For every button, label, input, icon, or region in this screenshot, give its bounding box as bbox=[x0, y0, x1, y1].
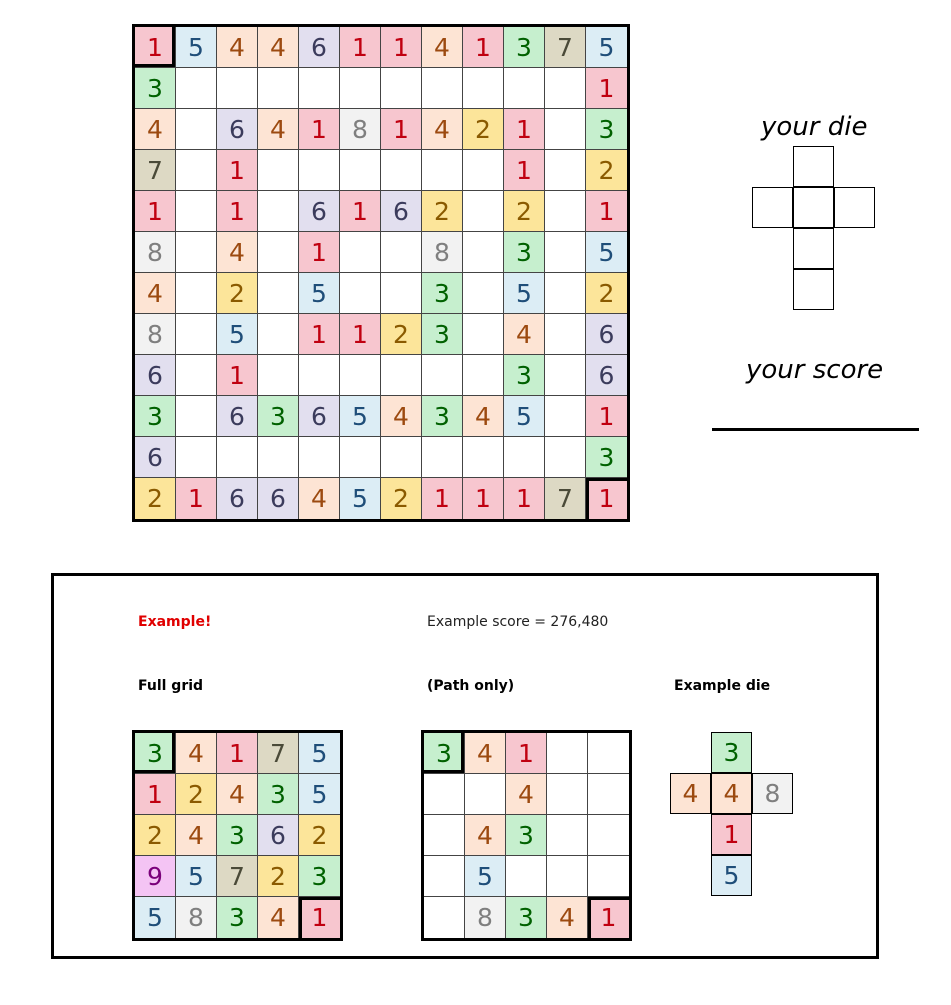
main-grid-cell bbox=[299, 355, 340, 396]
main-grid-cell: 3 bbox=[135, 396, 176, 437]
main-grid-cell: 8 bbox=[135, 232, 176, 273]
main-grid-cell: 6 bbox=[381, 191, 422, 232]
main-grid-cell: 1 bbox=[299, 314, 340, 355]
main-grid-cell: 7 bbox=[545, 478, 586, 519]
example-full-grid-cell: 8 bbox=[176, 897, 217, 938]
example-path-grid-cell bbox=[424, 856, 465, 897]
your-die-face-bottom[interactable] bbox=[793, 269, 834, 310]
main-grid-cell: 3 bbox=[586, 437, 627, 478]
example-path-grid-cell: 3 bbox=[506, 897, 547, 938]
main-grid-cell bbox=[340, 355, 381, 396]
example-full-grid-cell: 3 bbox=[217, 815, 258, 856]
main-grid-cell bbox=[340, 150, 381, 191]
example-full-grid-cell: 5 bbox=[176, 856, 217, 897]
example-full-grid-cell: 6 bbox=[258, 815, 299, 856]
main-grid-cell bbox=[545, 191, 586, 232]
main-grid-cell: 3 bbox=[422, 314, 463, 355]
main-grid-cell: 3 bbox=[135, 68, 176, 109]
example-full-grid-cell: 3 bbox=[258, 774, 299, 815]
main-grid-cell: 8 bbox=[135, 314, 176, 355]
main-grid-cell bbox=[463, 273, 504, 314]
main-grid-cell: 2 bbox=[381, 478, 422, 519]
main-grid-cell: 6 bbox=[586, 355, 627, 396]
example-path-grid-cell bbox=[424, 815, 465, 856]
main-grid-cell: 5 bbox=[176, 27, 217, 68]
main-grid-cell bbox=[545, 437, 586, 478]
example-path-grid bbox=[421, 730, 632, 941]
example-path-grid-cell bbox=[547, 774, 588, 815]
main-grid-cell: 3 bbox=[422, 396, 463, 437]
main-grid-cell: 3 bbox=[504, 355, 545, 396]
main-grid-cell bbox=[381, 437, 422, 478]
example-path-grid-cell bbox=[588, 815, 629, 856]
main-grid-cell: 6 bbox=[217, 396, 258, 437]
main-grid-cell: 5 bbox=[586, 27, 627, 68]
example-full-grid bbox=[132, 730, 343, 941]
main-grid-cell bbox=[217, 68, 258, 109]
main-grid-cell bbox=[176, 273, 217, 314]
example-path-grid-cell bbox=[547, 815, 588, 856]
example-path-grid-cell: 1 bbox=[506, 733, 547, 774]
main-grid-cell bbox=[422, 355, 463, 396]
main-grid-cell: 5 bbox=[504, 396, 545, 437]
main-grid-cell: 6 bbox=[135, 437, 176, 478]
main-grid-cell: 2 bbox=[217, 273, 258, 314]
main-grid-cell: 4 bbox=[504, 314, 545, 355]
example-full-grid-cell: 4 bbox=[258, 897, 299, 938]
main-grid-cell: 1 bbox=[504, 478, 545, 519]
main-grid-cell: 1 bbox=[422, 478, 463, 519]
main-grid-cell: 6 bbox=[258, 478, 299, 519]
main-grid-cell bbox=[545, 150, 586, 191]
main-grid-cell: 6 bbox=[217, 109, 258, 150]
main-grid-cell: 4 bbox=[217, 232, 258, 273]
main-grid-cell: 3 bbox=[504, 27, 545, 68]
main-grid-cell: 1 bbox=[381, 109, 422, 150]
example-path-grid-cell: 3 bbox=[424, 733, 465, 774]
main-grid-cell bbox=[422, 68, 463, 109]
example-full-grid-cell: 5 bbox=[135, 897, 176, 938]
main-grid-cell bbox=[176, 396, 217, 437]
main-grid-cell: 3 bbox=[586, 109, 627, 150]
main-grid-cell bbox=[258, 273, 299, 314]
example-die-net bbox=[670, 732, 796, 896]
example-path-grid-cell: 4 bbox=[465, 815, 506, 856]
example-title: Example! bbox=[138, 614, 212, 630]
example-die-face-top: 3 bbox=[711, 732, 752, 773]
main-grid-cell bbox=[258, 355, 299, 396]
example-die-face-center: 4 bbox=[711, 773, 752, 814]
main-grid-cell bbox=[258, 150, 299, 191]
main-grid-cell bbox=[381, 273, 422, 314]
your-score-label: your score bbox=[746, 355, 884, 385]
full-grid-label: Full grid bbox=[138, 678, 204, 694]
main-grid-cell: 3 bbox=[258, 396, 299, 437]
example-die-face-right: 8 bbox=[752, 773, 793, 814]
example-die-face-below: 1 bbox=[711, 814, 752, 855]
main-grid-cell: 1 bbox=[217, 355, 258, 396]
main-grid-cell: 4 bbox=[463, 396, 504, 437]
main-grid-cell: 8 bbox=[422, 232, 463, 273]
main-grid-cell: 5 bbox=[586, 232, 627, 273]
example-full-grid-cell: 1 bbox=[217, 733, 258, 774]
main-grid-cell: 5 bbox=[299, 273, 340, 314]
main-grid-cell: 1 bbox=[381, 27, 422, 68]
main-grid-cell: 6 bbox=[299, 27, 340, 68]
main-grid-cell: 2 bbox=[586, 273, 627, 314]
example-path-grid-cell: 8 bbox=[465, 897, 506, 938]
example-full-grid-cell: 3 bbox=[217, 897, 258, 938]
your-score-line bbox=[712, 428, 919, 431]
main-grid-cell: 2 bbox=[463, 109, 504, 150]
main-grid-cell: 1 bbox=[586, 478, 627, 519]
main-grid-cell: 1 bbox=[586, 68, 627, 109]
main-grid-cell bbox=[258, 68, 299, 109]
main-grid-cell: 2 bbox=[422, 191, 463, 232]
your-die-face-right[interactable] bbox=[834, 187, 875, 228]
main-grid-cell bbox=[463, 314, 504, 355]
your-die-net bbox=[752, 146, 878, 310]
main-grid-cell bbox=[545, 396, 586, 437]
main-grid-cell bbox=[545, 314, 586, 355]
example-path-grid-cell: 5 bbox=[465, 856, 506, 897]
main-grid-cell bbox=[299, 68, 340, 109]
main-grid-cell: 6 bbox=[299, 191, 340, 232]
main-grid-cell bbox=[381, 68, 422, 109]
main-grid-cell: 1 bbox=[299, 109, 340, 150]
main-grid-cell bbox=[504, 437, 545, 478]
main-grid-cell: 1 bbox=[340, 191, 381, 232]
example-path-grid-cell bbox=[588, 856, 629, 897]
main-grid-cell bbox=[463, 232, 504, 273]
example-full-grid-cell: 4 bbox=[176, 815, 217, 856]
main-grid-cell bbox=[422, 437, 463, 478]
main-grid-cell: 6 bbox=[586, 314, 627, 355]
main-grid-cell: 1 bbox=[135, 27, 176, 68]
main-grid-cell bbox=[381, 150, 422, 191]
main-grid-cell bbox=[258, 191, 299, 232]
main-grid-cell bbox=[545, 109, 586, 150]
example-full-grid-cell: 3 bbox=[299, 856, 340, 897]
main-grid-cell: 5 bbox=[217, 314, 258, 355]
example-path-grid-cell: 4 bbox=[465, 733, 506, 774]
example-full-grid-cell: 4 bbox=[217, 774, 258, 815]
main-grid-cell bbox=[463, 68, 504, 109]
main-grid-cell: 4 bbox=[258, 109, 299, 150]
main-grid-cell bbox=[381, 232, 422, 273]
main-grid-cell bbox=[176, 150, 217, 191]
example-path-grid-cell bbox=[506, 856, 547, 897]
example-path-grid-cell bbox=[424, 774, 465, 815]
main-grid-cell: 6 bbox=[299, 396, 340, 437]
main-grid-cell: 2 bbox=[381, 314, 422, 355]
main-grid-cell bbox=[422, 150, 463, 191]
example-path-grid-cell: 1 bbox=[588, 897, 629, 938]
example-full-grid-cell: 2 bbox=[299, 815, 340, 856]
main-grid-cell: 4 bbox=[381, 396, 422, 437]
main-grid-cell bbox=[381, 355, 422, 396]
main-grid-cell: 1 bbox=[135, 191, 176, 232]
main-grid-cell: 1 bbox=[586, 191, 627, 232]
your-die-face-center[interactable] bbox=[793, 187, 834, 228]
main-grid-cell bbox=[545, 232, 586, 273]
example-die-face-bottom: 5 bbox=[711, 855, 752, 896]
main-grid-cell: 4 bbox=[422, 109, 463, 150]
main-grid-cell: 4 bbox=[299, 478, 340, 519]
main-grid-cell: 1 bbox=[176, 478, 217, 519]
main-grid-cell bbox=[258, 437, 299, 478]
main-grid-cell bbox=[217, 437, 258, 478]
main-grid-cell: 7 bbox=[545, 27, 586, 68]
example-path-grid-cell: 4 bbox=[506, 774, 547, 815]
example-score: Example score = 276,480 bbox=[427, 614, 609, 630]
main-grid-cell: 8 bbox=[340, 109, 381, 150]
main-grid-cell: 5 bbox=[504, 273, 545, 314]
main-grid-cell: 1 bbox=[340, 27, 381, 68]
example-full-grid-cell: 3 bbox=[135, 733, 176, 774]
main-grid-cell: 1 bbox=[299, 232, 340, 273]
example-die-face-left: 4 bbox=[670, 773, 711, 814]
path-only-label: (Path only) bbox=[427, 678, 515, 694]
example-path-grid-cell bbox=[588, 733, 629, 774]
example-full-grid-cell: 5 bbox=[299, 774, 340, 815]
main-grid-cell bbox=[463, 150, 504, 191]
main-grid-cell: 1 bbox=[504, 109, 545, 150]
example-full-grid-cell: 2 bbox=[258, 856, 299, 897]
main-grid-cell: 6 bbox=[135, 355, 176, 396]
main-grid-cell bbox=[463, 437, 504, 478]
main-grid-cell: 1 bbox=[463, 27, 504, 68]
example-path-grid-cell bbox=[465, 774, 506, 815]
main-grid-cell: 2 bbox=[504, 191, 545, 232]
main-grid-cell: 1 bbox=[586, 396, 627, 437]
main-grid-cell bbox=[504, 68, 545, 109]
example-die-label: Example die bbox=[674, 678, 771, 694]
example-path-grid-cell bbox=[424, 897, 465, 938]
main-grid-cell: 1 bbox=[217, 150, 258, 191]
main-grid-cell bbox=[340, 232, 381, 273]
main-grid-cell bbox=[463, 355, 504, 396]
main-grid-cell: 3 bbox=[422, 273, 463, 314]
main-grid-cell bbox=[258, 314, 299, 355]
example-full-grid-cell: 7 bbox=[258, 733, 299, 774]
main-grid-cell: 1 bbox=[463, 478, 504, 519]
example-full-grid-cell: 2 bbox=[176, 774, 217, 815]
main-grid-cell bbox=[176, 232, 217, 273]
example-full-grid-cell: 7 bbox=[217, 856, 258, 897]
your-die-face-below[interactable] bbox=[793, 228, 834, 269]
main-grid-cell: 4 bbox=[135, 109, 176, 150]
main-grid-cell: 2 bbox=[135, 478, 176, 519]
main-grid-cell: 4 bbox=[135, 273, 176, 314]
main-grid-cell: 1 bbox=[217, 191, 258, 232]
main-grid-cell bbox=[176, 355, 217, 396]
main-grid-cell: 3 bbox=[504, 232, 545, 273]
example-path-grid-cell bbox=[547, 733, 588, 774]
main-grid-cell bbox=[340, 68, 381, 109]
main-grid-cell: 1 bbox=[504, 150, 545, 191]
your-die-label: your die bbox=[761, 112, 868, 142]
main-grid-cell: 4 bbox=[422, 27, 463, 68]
main-grid-cell: 4 bbox=[258, 27, 299, 68]
example-path-grid-cell bbox=[588, 774, 629, 815]
example-path-grid-cell: 3 bbox=[506, 815, 547, 856]
example-path-grid-cell: 4 bbox=[547, 897, 588, 938]
main-grid-cell: 6 bbox=[217, 478, 258, 519]
main-grid-cell bbox=[545, 273, 586, 314]
main-grid-cell: 4 bbox=[217, 27, 258, 68]
main-grid-cell: 5 bbox=[340, 478, 381, 519]
example-full-grid-cell: 1 bbox=[299, 897, 340, 938]
main-grid-cell bbox=[545, 68, 586, 109]
example-path-grid-cell bbox=[547, 856, 588, 897]
example-full-grid-cell: 2 bbox=[135, 815, 176, 856]
main-grid-cell: 1 bbox=[340, 314, 381, 355]
main-grid-cell bbox=[176, 437, 217, 478]
your-die-face-left[interactable] bbox=[752, 187, 793, 228]
main-grid-cell bbox=[299, 437, 340, 478]
main-grid-cell bbox=[340, 273, 381, 314]
main-grid-cell bbox=[299, 150, 340, 191]
main-puzzle-grid bbox=[132, 24, 630, 522]
your-die-face-top[interactable] bbox=[793, 146, 834, 187]
main-grid-cell: 2 bbox=[586, 150, 627, 191]
example-full-grid-cell: 9 bbox=[135, 856, 176, 897]
main-grid-cell: 5 bbox=[340, 396, 381, 437]
main-grid-cell bbox=[176, 314, 217, 355]
main-grid-cell bbox=[258, 232, 299, 273]
example-full-grid-cell: 1 bbox=[135, 774, 176, 815]
main-grid-cell bbox=[176, 191, 217, 232]
main-grid-cell bbox=[340, 437, 381, 478]
main-grid-cell bbox=[545, 355, 586, 396]
main-grid-cell bbox=[176, 68, 217, 109]
main-grid-cell: 7 bbox=[135, 150, 176, 191]
main-grid-cell bbox=[176, 109, 217, 150]
example-full-grid-cell: 4 bbox=[176, 733, 217, 774]
example-full-grid-cell: 5 bbox=[299, 733, 340, 774]
main-grid-cell bbox=[463, 191, 504, 232]
